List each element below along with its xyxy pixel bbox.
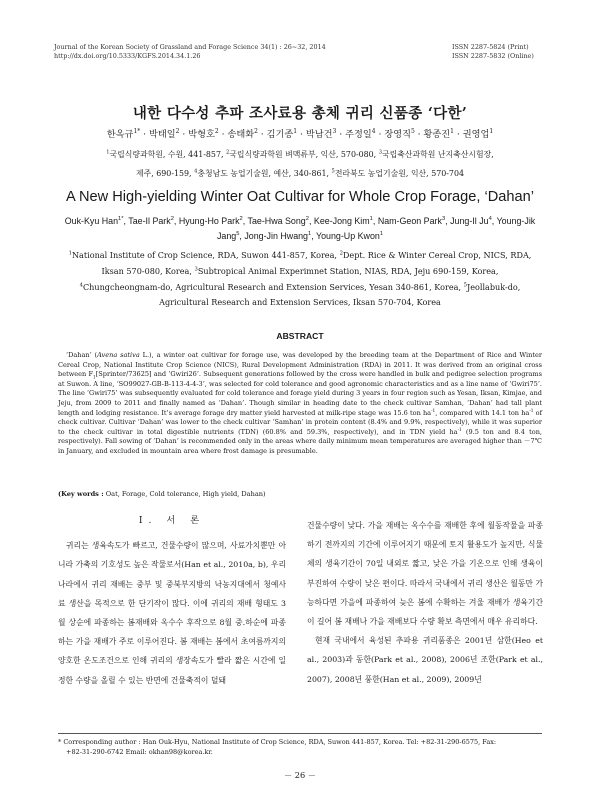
section-title: Ⅰ. 서 론 [138,515,206,526]
author-affiliation-mark: 4 [488,216,492,223]
author-name: Jong-Jin Hwang [244,230,308,241]
affiliation-text: Jeollabuk-do, Agricultural Research and Extension Services, Iksan 570-704, Korea [159,281,521,308]
affiliation-mark: 1 [68,250,72,257]
keywords-label: (Key words : [58,490,104,498]
korean-affiliations-line-2 [60,164,540,183]
author-name: Kee-Jong Kim [313,216,370,226]
author-affiliation-mark: 1 [379,230,384,237]
author-affiliation-mark: 3 [441,216,446,223]
keywords [58,490,542,498]
abstract-heading: ABSTRACT [276,331,324,341]
english-title: A New High-yielding Winter Oat Cultivar for Whole Crop Forage, ‘Dahan’ [66,189,534,205]
affiliation-text: 제주, 690-159, [136,169,195,178]
keywords-list: Oat, Forage, Cold tolerance, High yield, Dahan) [103,490,266,498]
journal-line: Journal of the Korean Society of Grassland and Forage Science 34(1) : 26~32, 2014 [54,43,326,51]
author-affiliation-mark: 2 [254,127,258,135]
korean-affiliations [60,145,540,183]
issn-header [452,43,548,60]
author-affiliation-mark: 1 [369,216,373,223]
intro-paragraph-2: 현재 국내에서 육성된 추파용 귀리품종은 2001년 삼한(Heo et al., 2003)과 동한(Park et al., 2008), 2006년 조한(Park et al., 2007), 2008년 풍한(Han et al., 2009), 2009년 [307,636,543,684]
species-name: Avena sativa [97,351,140,359]
author-affiliation-mark: 1 [308,230,312,237]
affiliation-mark: 1 [106,149,110,156]
author-name: 주정일 [345,129,372,140]
left-column [58,511,286,690]
author-name: Jung-Il Ju [450,216,489,226]
affiliation-text: National Institute of Crop Science, RDA, Suwon 441-857, Korea, [71,250,340,260]
doi-line: http://dx.doi.org/10.5333/KGFS.2014.34.1.26 [54,51,201,60]
intro-paragraph-1-cont: 건물수량이 낮다. 가을 재배는 옥수수를 재배한 후에 월동작물을 파종하기 전까지의 기간에 이루어지기 때문에 토지 활용도가 높지만, 식물체의 생육기간이 70일 내외로 짧고, 낮은 가을 기온으로 인해 생육이 부진하여 수량이 낮은 편이다. 따라서 국내에서 귀리 생산은 월동만 가능하다면 가을에 파종하여 늦은 봄에 수확하는 겨울 재배가 생육기간이 길어 봄 재배나 가을 재배보다 수량 확보 측면에서 매우 유리하다. [307,521,543,627]
affiliation-mark: 5 [463,281,467,288]
author-name: Young-Up Kwon [316,230,380,241]
author-affiliation-mark: 4 [371,127,376,135]
affiliation-mark: 3 [194,266,198,273]
author-affiliation-mark: 1 [489,127,494,135]
affiliation-mark: 2 [339,250,343,257]
author-name: 권영업 [462,129,490,140]
affiliation-text: 전라북도 농업기술원, 익산, 570-704 [334,169,464,178]
abstract-body: ‘Dahan’ (Avena sativa L.), a winter oat cultivar for forage use, was developed by the breeding team at the Department of Rice and Winter Cereal Crop, National Institute Crop Science (NICS), Rural Development Administration (RDA) in 2011. It was derived from an original cross between $F_1[Sprinter/73625]$ and ‘Gwiri26’. Subsequent generations followed by the cross were handled in bulk and pedigree selection programs at Suwon. A line, ‘SO99027-GB-B-113-4-4-3’, was selected for cold tolerance and good agronomic characteristics and as a line name of ‘Gwiri75’. The line ‘Gwiri75’ was subsequently evaluated for cold tolerance and forage yield during 3 years in four region such as Yesan, Iksan, Kimjae, and Jeju, from 2009 to 2011 and finally named as ‘Dahan’. Though similar in heading date to the check cultivar Samhan, ‘Dahan’ had tall plant length and lodging resistance. It’s average forage dry matter yield harvested at milk-ripe stage was 15.6 ton $ha^{-1}$, compared with 14.1 ton $ha^{-1}$ of check cultivar. Cultivar ‘Dahan’ was lower to the check cultivar ‘Samhan’ in protein content (8.4% and 9.9%, respectively), while it was superior to the check cultivar in total digestible nutrients (TDN) (60.8% and 59.3%, respectively), and in TDN yield $ha^{-1}$ (9.5 ton and 8.4 ton, respectively). Fall sowing of ‘Dahan’ is recommended only in the areas where daily minimum mean temperatures are averaged higher than －7℃ in January, and excluded in mountain area where frost damage is presumable. [58,351,542,455]
author-name: Tae-Hwa Song [247,216,306,226]
affiliation-text: Subtropical Animal Experimnet Station, NIAS, RDA, Jeju 690-159, Korea, [197,265,499,276]
issn-print: ISSN 2287-5824 (Print) [452,43,529,51]
author-name: 송태화 [227,129,255,140]
author-affiliation-mark: 1* [118,216,124,223]
author-name: 박형호 [188,129,215,140]
author-affiliation-mark: 2 [214,127,219,135]
issn-online: ISSN 2287-5832 (Online) [452,51,534,60]
author-name: Ouk-Kyu Han [64,216,119,226]
author-affiliation-mark: 1* [133,127,141,135]
author-name: 박태일 [149,129,176,140]
author-affiliation-mark: 1 [450,127,454,135]
intro-paragraph-1: 귀리는 생육속도가 빠르고, 건물수량이 많으며, 사료가치뿐만 아니라 가축의 기호성도 높은 작물로서(Han et al., 2010a, b), 우리나라에서 귀리 재배는 중부 및 중북부지방의 낙농지대에서 청예사료 생산을 목적으로 한 단기작이 많다. 이에 귀리의 재배 형태도 3월 상순에 파종하는 봄재배와 옥수수 후작으로 8월 중․하순에 파종하는 가을 재배가 주로 이루어진다. 봄 재배는 봄에서 초여름까지의 양호한 온도조건으로 인해 귀리의 생장속도가 빨라 짧은 시간에 일정한 수량을 올릴 수 있는 반면에 건물축적이 덜돼 [58,541,286,685]
right-column [307,516,543,689]
author-name: 장영직 [384,129,411,140]
footnote-contact: +82-31-290-6742 Email: okhan98@korea.kr. [66,747,213,756]
affiliation-text: 국립식량과학원, 수원, 441-857, [109,150,226,159]
english-affiliations [60,248,540,311]
english-authors: Ouk-Kyu Han$^{1*}$, Tae-Il Park$^2$, Hyung-Ho Park$^2$, Tae-Hwa Song$^2$, Kee-Jong Kim$^1$, Nam-Geon Park$^3$, Jung-Il Ju$^4$, Young-Jik Jang$^5$, Jong-Jin Hwang$^1$, Young-Up Kwon$^1$ [64,216,536,241]
author-affiliation-mark: 2 [170,216,174,223]
affiliation-mark: 4 [194,168,198,175]
author-name: 황종진 [423,129,451,140]
page-number: － 26 － [284,770,316,780]
author-affiliation-mark: 5 [410,127,415,135]
affiliation-text: Dept. Rice & Winter Cereal Crop, NICS, RDA, Iksan 570-080, Korea, [101,250,532,276]
affiliation-mark: 5 [331,168,335,175]
author-name: Hyung-Ho Park [178,216,240,226]
affiliation-mark: 3 [378,149,382,156]
footnote-divider [58,733,542,734]
author-name: 한옥규 [106,129,134,140]
affiliation-text: Chungcheongnam-do, Agricultural Research and Extension Services, Yesan 340-861, Korea, [82,281,464,292]
author-name: Young-Jik Jang [216,216,536,241]
author-affiliation-mark: 2 [305,216,309,223]
korean-authors: 한옥규$^{1*}$ · 박태일$^2$ · 박형호$^2$ · 송태화$^2$ · 김기종$^1$ · 박남건$^3$ · 주정일$^4$ · 장영직$^5$ · 황종진$^1$ · 권영업$^1$ [106,127,494,140]
affiliation-text: 국립식량과학원 벼맥류부, 익산, 570-080, [229,150,379,159]
corresponding-author-footnote: * Corresponding author : Han Ouk-Hyu, National Institute of Crop Science, RDA, Suwon 441-857, Korea. Tel: +82-31-290-6575, Fax: +82-31-290-6742 Email: okhan98@korea.kr. [58,738,542,757]
author-affiliation-mark: 3 [332,127,337,135]
author-affiliation-mark: 1 [293,127,298,135]
author-name: Nam-Geon Park [377,216,442,226]
author-name: 박남건 [305,129,333,140]
korean-affiliations-line-1 [60,145,540,164]
author-affiliation-mark: 2 [239,216,243,223]
journal-header [54,43,326,60]
affiliation-text: 충청남도 농업기술원, 예산, 340-861, [197,169,332,178]
author-affiliation-mark: 2 [175,127,180,135]
author-affiliation-mark: 5 [236,230,240,237]
korean-title: 내한 다수성 추파 조사료용 총체 귀리 신품종 ‘다한’ [132,105,468,122]
affiliation-text: 국립축산과학원 난지축산시험장, [381,150,494,159]
affiliation-mark: 2 [226,149,230,156]
author-name: 김기종 [266,129,294,140]
affiliation-mark: 4 [79,281,83,288]
author-name: Tae-Il Park [128,216,171,226]
